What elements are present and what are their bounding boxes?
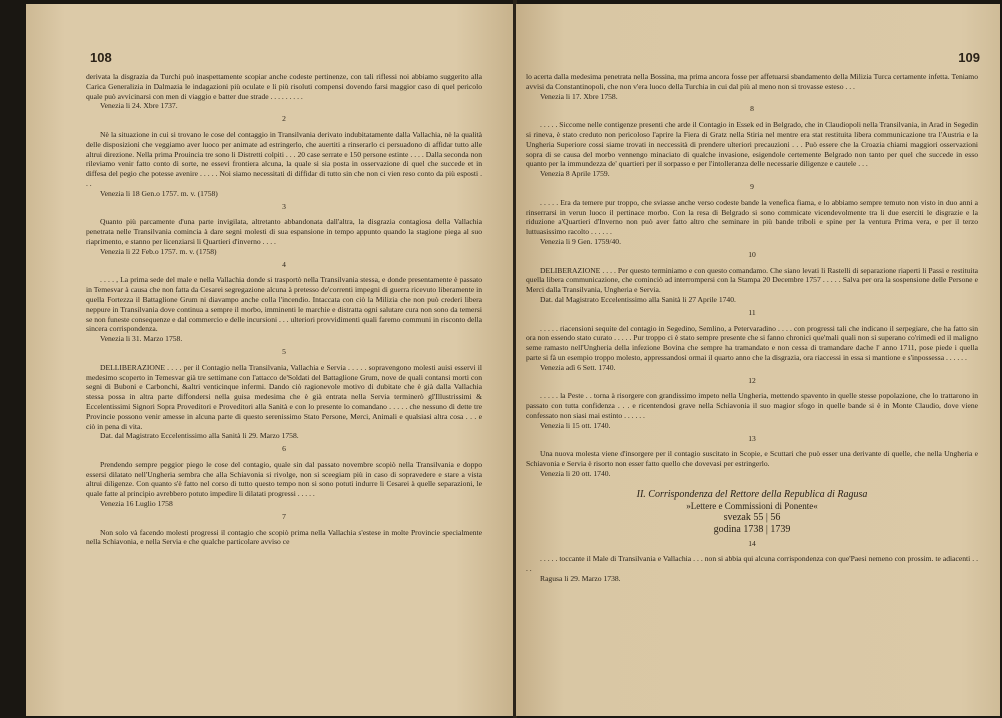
- date-line: Venezia li 15 ott. 1740.: [540, 420, 611, 430]
- left-page: [26, 4, 514, 716]
- paragraph: Prendendo sempre peggior piego le cose del contagio, quale sin dal passato novembre scopiò nella Transilvania e doppo essersi dilatato nell'Ungheria sembra che alla Schiavonia si rivolge, non si sceegiam più in caso di sopravedere e stare a vista altrui diligenze. Con quanto s'è fatto nel corso di tutto questo tempo non si sono potuti indurre li Cesarei à quelle separazioni, le quale fatte al principio avrebbero potuto impedire li dilatati progressi . . . . .: [86, 459, 482, 499]
- date-line: Venezia li 22 Feb.o 1757. m. v. (1758): [100, 246, 217, 256]
- paragraph: derivata la disgrazia da Turchi può inaspettamente scopiar anche codeste pertinenze, con tali riflessi noi abbiamo suggerito alla Carica Generalizia in Dalmazia le indagazioni più oculate e li più risoluti compensi dovendo farsi maggior caso di quel pericolo quale può avvicinarsi con men di viaggio e batter due strade . . . . . . . . .: [86, 72, 482, 101]
- section-title: II. Corrispondenza del Rettore della Republica di Ragusa: [636, 488, 868, 500]
- document-number: 7: [282, 511, 286, 521]
- date-line: Venezia adì 6 Sett. 1740.: [540, 362, 616, 372]
- paragraph: Non solo và facendo molesti progressi il contagio che scopiò prima nella Vallachia s'estese in molte Provincie specialmente nella Schiavonia, e nella Servia e che qualche particolare avviso ce: [86, 527, 482, 547]
- paragraph: . . . . . Siccome nelle contigenze presenti che arde il Contagio in Essek ed in Belgrado, che in Claudiopoli nella Transilvania, in Arad in Segedin si rineva, è stato creduto non pericoloso l'aprire la Fiera di Gratz nella Stiria nel mentre era stat restituita libera communicazione tra l'Austria e la Ungheria Superiore cossi siame trovati in neccessità di prendere ulteriori precauzioni . . . Può essere che la Croazia chiami maggiori osservazioni sopra di se causa del morbo vennengo minaciato di qualche invasione, esigendole certemente Belgrado non tanto per quel che succede in esso quanto per la immundezza de' quartieri per il sorpasso e per l'intolleranza delle necessarie diligenze e cautele . . .: [526, 120, 978, 169]
- right-page: [516, 4, 1000, 716]
- date-line: Venezia li 24. Xbre 1737.: [100, 101, 178, 111]
- date-line: Venezia li 31. Marzo 1758.: [100, 334, 183, 344]
- paragraph: . . . . . toccante il Male di Transilvania e Vallachia . . . non si abbia qui alcuna corrispondenza con que'Paesi nemeno con prossim. te adiacenti . . . .: [526, 554, 978, 574]
- document-number: 4: [282, 259, 286, 269]
- date-line: Venezia 16 Luglio 1758: [100, 499, 173, 509]
- section-subtitle: »Lettere e Commissioni di Ponente«: [686, 500, 818, 511]
- date-line: Venezia 8 Aprile 1759.: [540, 169, 610, 179]
- paragraph: Quanto più parcamente d'una parte invigilata, altretanto abbandonata dall'altra, la disgrazia contagiosa della Vallachia penetrata nelle Transilvania comincia à dare segni molesti di sua espansione in tempo appunto quando la stagione piega al suo riaprimento, e stanno per licenziarsi li Quartieri d'inverno . . . .: [86, 217, 482, 246]
- date-line: Venezia li 9 Gen. 1759/40.: [540, 236, 621, 246]
- right-text-column: [526, 72, 978, 584]
- document-number: 12: [748, 375, 756, 385]
- date-line: Dat. dal Magistrato Eccelentissimo alla Sanità li 29. Marzo 1758.: [100, 431, 299, 441]
- document-number: 9: [750, 181, 754, 191]
- page-number-right: 109: [958, 50, 980, 65]
- document-number: 2: [282, 114, 286, 124]
- section-reference: svezak 55 | 56: [723, 511, 781, 523]
- date-line: Venezia li 17. Xbre 1758.: [540, 91, 618, 101]
- paragraph: . . . . . Era da temere pur troppo, che sviasse anche verso codeste bande la venefica fiama, e lo abbiamo sempre temuto non visto in duo anni a rinserrarsi in verun luoco il pertinace morbo. Con la resa di Belgrado si sono commicate vicendevolmente tra li due eserciti le disgrazie e la riduzione a'Quartieri d'Inverno non può aver fatto altro che seminare in più bande triboli e spine per la ventura Prima vera, e per il terzo luttuasissimo racolto . . . . . .: [526, 197, 978, 237]
- paragraph: lo acerta dalla medesima penetrata nella Bossina, ma prima ancora fosse per affetuarsi sbandamento della Milizia Turca certamente infetta. Teniamo avvisi da Constantinopoli, che non v'era luoco della Turchia in cui dal più al meno non si trovasse esteso . . .: [526, 72, 978, 91]
- paragraph: . . . . . la Peste . . torna à risorgere con grandissimo impeto nella Ungheria, mettendo spavento in quelle stesse popolazione, che lo trattarono in passato con tutta confidenza . . . e ricentendosi grave nella Schiavonia il suo magior sfogo in quelle bande si è in Monte Claudio, dove viene confessato non siasi mai estinto . . . . . .: [526, 391, 978, 420]
- paragraph: Una nuova molesta viene d'insorgere per il contagio suscitato in Scopie, e Scuttari che può esser una derivante di quelle, che nella Ungheria e Schiavonia e Servia è risorto non esser fatto quello che dovevasi per estringerlo.: [526, 449, 978, 469]
- document-number: 14: [748, 538, 756, 548]
- paragraph: Nè la situazione in cui si trovano le cose del contaggio in Transilvania derivato indubitatamente dalla Vallachia, nè la qualità delle disposizioni che veggiamo aver luoco per animate ad estringerlo, che auertiti a rinserarlo ci persuadono di affidar tutto alle altrui direzione. Nella prima Prouincia tre sono li Distretti colpiti . . . 20 case serrate e 150 persone estinte . . . . Dalla seconda non rileviamo venir fatto conto di sorte, ne essevi frontiera alcuna, la quale si sia posta in osservazione di quel che succede et in diffesa del pegio che potesse avenire . . . . . Noi siamo necessitati di diffidar di tutto sin che non ci vien reso conto da più esposti . . .: [86, 129, 482, 188]
- section-reference: godina 1738 | 1739: [713, 523, 791, 535]
- left-text-column: [86, 72, 482, 547]
- paragraph: . . . . , La prima sede del male e nella Vallachia donde si trasportò nella Transilvania stessa, e donde presentamente è passato in Temesvar à causa che non fatta da Cesarei segregazione alcuna à pretesso de'correnti impegni di guerra ricevuto liberamente in quella Fortezza il Battaglione Grum ni diavampo anche colla l'incendio. Intaccata con ciò la Milizia che non può crederi libera neppure in Transilvania dove continua a sempre il morbo, imminenti le marchie e distratta ogni salutare cura non sono da temersi se non funeste consequenze e dal commercio e delle incursioni . . . ulteriori provvidimenti quali faremo communi in risconto della sincera corrispondenza.: [86, 275, 482, 334]
- paragraph: DELIBERAZIONE . . . . Per questo terminiamo e con questo comandamo. Che siano levati li Rastelli di separazione riaperti li Passi e restituita quella libera communicazione, che cominciò ad interrompersi con la Stampa 20 Decembre 1757 . . . . . Salva per ora la sospensione delle Persone e Merci dalla Transilvania, Ungheria e Servia.: [526, 265, 978, 295]
- document-number: 5: [282, 346, 286, 356]
- document-number: 6: [282, 444, 286, 454]
- document-number: 8: [750, 104, 754, 114]
- date-line: Venezia li 20 ott. 1740.: [540, 468, 611, 478]
- paragraph: . . . . . riacensioni sequite del contagio in Segedino, Semlino, a Petervaradino . . . . con progressi tali che indicano il serpegiare, che ha fatto sin ora non essendo stato curato . . . . . Pur troppo ci è stato sempre presente che si fanno chronici que'mali quali non si superano co'rimedi ed il maligno seme ramasto nell'Ungheria della infezione Bovina che sempre ha tramandato e non cessa di tramandare dache l' anno 1711, pose piede i quella parte si fà un esempio troppo molesto, appressandosi ormai il quarto anno che la disgrazia, ora riaccessi in essa si mantione e s'inpossessa . . . . . .: [526, 323, 978, 362]
- date-line: Venezia li 18 Gen.o 1757. m. v. (1758): [100, 188, 218, 198]
- document-number: 13: [748, 433, 756, 443]
- paragraph: DELLIBERAZIONE . . . . per il Contagio nella Transilvania, Vallachia e Servia . . . . . sopravengono molesti auisi esservi il medesimo scoperto in Temesvar già tre settimane con l'attacco de'Soldati del Battaglione Grum, nove de quali contansi morti con segni di Buboni e Carbonchi, &altri venticinque infermi. Dando ciò ragionevole motivo di dubitate che è già dalla Vallachia stessa possa in altra parte diffondersi nella guisa medesima che è già entrata nella Servia terminerò gl'Illustrissimi & Eccelentissimi Signori Sopra Proveditori e Proveditori alla Sanità e con lo presente lo comandano . . . . . che nessuno di dette tre Provincie possono venir amesse in alcuna parte di questo serenissimo Stato Persone, Merci, Animali e qualsiasi altra cosa . . . e ciò in pena di vita.: [86, 362, 482, 431]
- document-number: 3: [282, 201, 286, 211]
- document-number: 10: [748, 249, 756, 259]
- page-number-left: 108: [90, 50, 112, 65]
- date-line: Dat. dal Magistrato Eccelentissimo alla Sanità li 27 Aprile 1740.: [540, 294, 736, 304]
- document-number: 11: [748, 307, 756, 317]
- date-line: Ragusa li 29. Marzo 1738.: [540, 574, 621, 584]
